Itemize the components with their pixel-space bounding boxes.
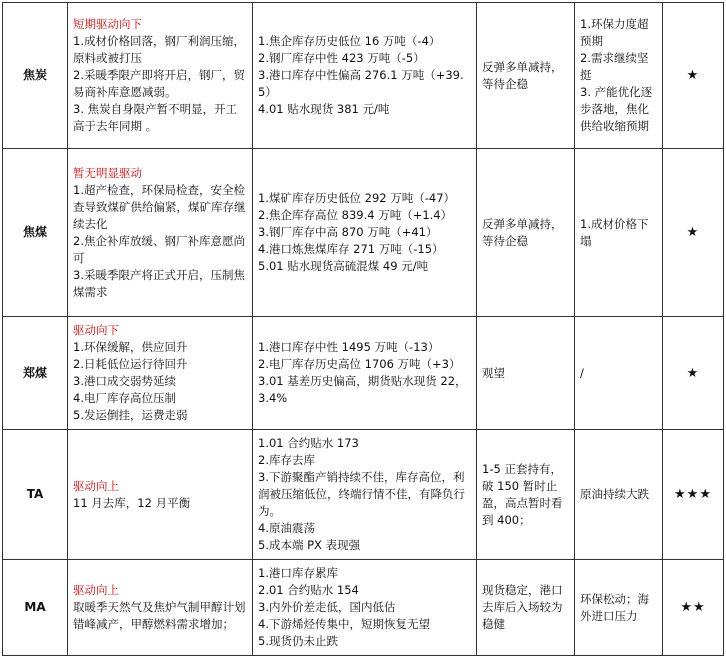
- drive-item: 3. 焦炭自身限产暂不明显，开工高于去年同期 。: [73, 102, 238, 133]
- drive-item: 5.发运倒挂，运费走弱: [73, 408, 188, 422]
- inventory-item: 3.下游聚酯产销持续不佳，库存高位，利润被压缩低位，终端行情不佳，有降负行为。: [258, 470, 465, 518]
- inventory-item: 4.下游烯烃传集中，短期恢复无望: [258, 617, 430, 631]
- inventory-item: 3.01 基差历史偏高，期货贴水现货 22，3.4%: [258, 374, 467, 405]
- drive-title: 驱动向上: [73, 478, 119, 493]
- drive-item: 2.焦企补库放缓、钢厂补库意愿尚可: [73, 233, 245, 265]
- inventory-item: 2.焦企库存高位 839.4 万吨（+1.4）: [258, 208, 453, 222]
- drive-title: 短期驱动向下: [73, 17, 142, 31]
- inventory-item: 2.电厂库存历史高位 1706 万吨（+3）: [258, 357, 461, 371]
- inventory-item: 4.01 贴水现货 381 元/吨: [258, 102, 390, 116]
- drive-cell: [68, 560, 253, 656]
- drive-item: 3.港口成交弱势延续: [73, 374, 176, 388]
- rating-stars: ★: [663, 149, 724, 317]
- risk-cell: 环保松动；海外进口压力: [575, 560, 663, 656]
- inventory-item: 2.钢厂库存中性 423 万吨（-5）: [258, 51, 425, 65]
- table-row: [3, 149, 724, 317]
- drive-title: 驱动向下: [73, 323, 119, 337]
- commodity-name: 焦炭: [3, 3, 68, 149]
- drive-cell: [68, 317, 253, 430]
- inventory-cell: [253, 3, 477, 149]
- inventory-item: 3.港口库存中性偏高 276.1 万吨（+39.5）: [258, 68, 464, 99]
- commodity-table: [2, 2, 724, 656]
- drive-title: 暂无明显驱动: [73, 165, 142, 180]
- commodity-name: 焦煤: [3, 149, 68, 317]
- risk-cell: 1.环保力度超预期 2.需求继续坚挺 3. 产能优化逐步落地，焦化供给收缩预期: [575, 3, 663, 149]
- drive-item: 1.超产检查，环保局检查，安全检查导致煤矿供给偏紧，煤矿库存继续去化: [73, 182, 246, 231]
- risk-cell: /: [575, 317, 663, 430]
- risk-cell: 1.成材价格下塌: [575, 149, 663, 317]
- strategy-cell: 观望: [477, 317, 575, 430]
- rating-stars: ★★★: [663, 430, 724, 560]
- inventory-item: 2.01 合约贴水 154: [258, 583, 359, 597]
- drive-item: 2.采暖季限产即将开启，钢厂，贸易商补库意愿减弱。: [73, 68, 245, 99]
- drive-item: 11 月去库，12 月平衡: [73, 495, 191, 510]
- inventory-item: 1.焦企库存历史低位 16 万吨（-4）: [258, 34, 441, 48]
- drive-cell: [68, 149, 253, 317]
- rating-stars: ★: [663, 317, 724, 430]
- strategy-cell: 现货稳定，港口去库后入场较为稳健: [477, 560, 575, 656]
- table-row: [3, 317, 724, 430]
- inventory-item: 5.现货仍未止跌: [258, 634, 338, 648]
- commodity-name: TA: [3, 430, 68, 560]
- inventory-item: 3.内外价差走低，国内低估: [258, 600, 396, 614]
- drive-cell: [68, 3, 253, 149]
- drive-cell: [68, 430, 253, 560]
- inventory-item: 5.成本端 PX 表现强: [258, 538, 361, 552]
- commodity-name: 郑煤: [3, 317, 68, 430]
- inventory-item: 4.原油震荡: [258, 521, 315, 535]
- inventory-item: 1.煤矿库存历史低位 292 万吨（-47）: [258, 191, 456, 205]
- drive-item: 4.电厂库存高位压制: [73, 391, 176, 405]
- inventory-item: 5.01 贴水现货高硫混煤 49 元/吨: [258, 259, 429, 273]
- drive-item: 1.成材价格回落，钢厂利润压缩，原料或被打压: [73, 34, 245, 65]
- rating-stars: ★: [663, 3, 724, 149]
- inventory-item: 2.库存去库: [258, 453, 315, 467]
- strategy-cell: 反弹多单减持，等待企稳: [477, 149, 575, 317]
- drive-item: 取暖季天然气及焦炉气制甲醇计划错峰减产，甲醇燃料需求增加；: [73, 600, 246, 631]
- rating-stars: ★★: [663, 560, 724, 656]
- drive-item: 1.环保缓解，供应回升: [73, 340, 188, 354]
- drive-item: 3.采暖季限产将正式开启，压制焦煤需求: [73, 267, 245, 299]
- inventory-item: 1.港口库存中性 1495 万吨（-13）: [258, 340, 440, 354]
- table-row: [3, 560, 724, 656]
- inventory-cell: [253, 560, 477, 656]
- strategy-cell: 反弹多单减持，等待企稳: [477, 3, 575, 149]
- table-row: [3, 3, 724, 149]
- strategy-cell: 1-5 正套持有，破 150 暂时止盈，高点暂时看到 400；: [477, 430, 575, 560]
- table-row: [3, 430, 724, 560]
- inventory-item: 4.港口炼焦煤库存 271 万吨（-15）: [258, 242, 444, 256]
- commodity-name: MA: [3, 560, 68, 656]
- risk-cell: 原油持续大跌: [575, 430, 663, 560]
- inventory-cell: [253, 430, 477, 560]
- inventory-item: 1.01 合约贴水 173: [258, 436, 359, 450]
- inventory-item: 3.钢厂库存中高 870 万吨（+41）: [258, 225, 438, 239]
- drive-item: 2.日耗低位运行待回升: [73, 357, 188, 371]
- inventory-cell: [253, 149, 477, 317]
- drive-title: 驱动向上: [73, 583, 119, 597]
- inventory-cell: [253, 317, 477, 430]
- inventory-item: 1.港口库存累库: [258, 566, 338, 580]
